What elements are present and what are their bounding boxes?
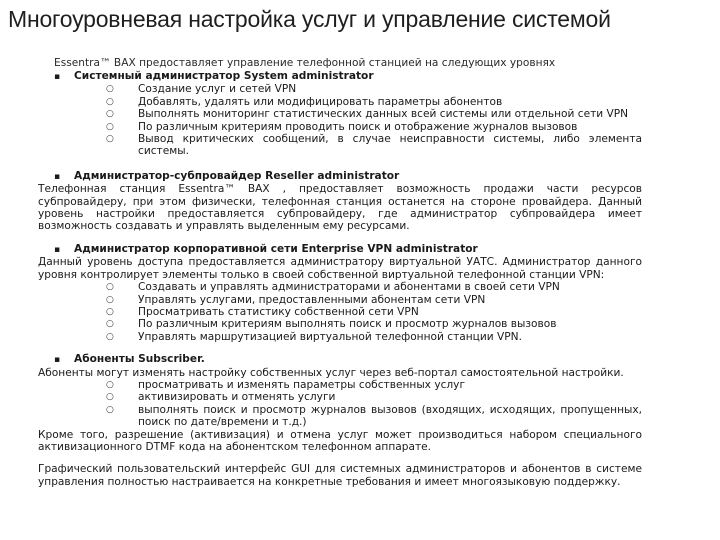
document-body [38,58,642,488]
section-heading-text: Абоненты Subscriber. [74,353,205,366]
list-item [38,281,642,293]
bullet-icon: ▪ [54,355,61,366]
bullet-icon: ▪ [54,244,61,255]
list-item [38,379,642,391]
section-heading-text: Администратор-субпровайдер Reseller administrator [74,169,400,182]
list-item-text: Создавать и управлять администраторами и абонентами в своей сети VPN [138,281,560,294]
section-after-paragraph: Кроме того, разрешение (активизация) и отмена услуг может производиться набором специального активизационного DTMF кода на абонентском телефонном аппарате. [38,428,642,453]
list-item-text: Создание услуг и сетей VPN [138,83,297,96]
list-item [38,294,642,306]
list-item-text: просматривать и изменять параметры собственных услуг [138,378,466,391]
circle-bullet-icon: ○ [106,306,114,317]
list-item-text: активизировать и отменять услуги [138,391,336,404]
list-item-text: Добавлять, удалять или модифицировать параметры абонентов [138,95,503,108]
section-paragraph: Данный уровень доступа предоставляется администратору виртуальной УАТС. Администратор данного уровня контролирует элементы только в своей собственной виртуальной телефонной станции VPN: [38,256,642,281]
section-paragraph: Абоненты могут изменять настройку собственных услуг через веб-портал самостоятельной настройки. [38,366,624,379]
list-item [38,318,642,330]
circle-bullet-icon: ○ [106,282,114,293]
list-item [38,83,642,95]
section-paragraph: Телефонная станция Essentra™ BAX , предоставляет возможность продажи части ресурсов субпровайдеру, при этом физически, телефонная станция останется на стороне провайдера. Данный уровень настройки предоставляется субпровайдеру, где администратор субпровайдера имеет возможность создавать и управлять выделенным ему ресурсами. [38,183,642,233]
section-enterprise-admin [38,243,642,343]
list-item [38,306,642,318]
sub-list [38,83,642,157]
bullet-icon: ▪ [54,171,61,182]
list-item-text: выполнять поиск и просмотр журналов вызовов (входящих, исходящих, пропущенных, поиск по дате/времени и т.д.) [138,403,642,429]
list-item [38,133,642,158]
list-item [38,96,642,108]
circle-bullet-icon: ○ [106,134,114,145]
slide-title: Многоуровневая настройка услуг и управление системой [8,6,611,32]
list-item [38,121,642,133]
list-item-text: Вывод критических сообщений, в случае неисправности системы, либо элемента системы. [138,133,642,158]
list-item [38,108,642,120]
section-heading-text: Системный администратор System administrator [74,70,374,82]
circle-bullet-icon: ○ [106,109,114,120]
list-item-text: По различным критериям проводить поиск и отображение журналов вызовов [138,120,578,133]
section-heading-text: Администратор корпоративной сети Enterprise VPN administrator [74,242,478,255]
section-subscribers [38,353,642,453]
circle-bullet-icon: ○ [106,379,114,390]
circle-bullet-icon: ○ [106,319,114,330]
bullet-icon: ▪ [54,72,61,82]
section-heading [38,243,642,256]
sub-list [38,379,642,429]
circle-bullet-icon: ○ [106,294,114,305]
list-item-text: Выполнять мониторинг статистических данных всей системы или отдельной сети VPN [138,108,629,121]
list-item-text: Просматривать статистику собственной сети VPN [138,305,419,318]
list-item [38,391,642,403]
list-item [38,331,642,343]
circle-bullet-icon: ○ [106,404,114,415]
circle-bullet-icon: ○ [106,121,114,132]
list-item-text: По различным критериям выполнять поиск и просмотр журналов вызовов [138,318,557,331]
section-heading [38,70,642,83]
intro-text: Essentra™ BAX предоставляет управление телефонной станцией на следующих уровнях [54,58,556,69]
section-heading [38,353,642,366]
circle-bullet-icon: ○ [106,96,114,107]
closing-paragraph: Графический пользовательский интерфейс GUI для системных администраторов и абонентов в системе управления полностью настраивается на конкретные требования и имеет многоязыковую поддержку. [38,463,642,488]
circle-bullet-icon: ○ [106,331,114,342]
section-reseller-admin [38,170,642,233]
sub-list [38,281,642,343]
list-item-text: Управлять маршрутизацией виртуальной телефонной станции VPN. [138,330,522,343]
section-system-admin [38,70,642,158]
list-item-text: Управлять услугами, предоставленными абонентам сети VPN [138,293,486,306]
section-heading [38,170,642,183]
circle-bullet-icon: ○ [106,84,114,95]
circle-bullet-icon: ○ [106,392,114,403]
list-item [38,404,642,429]
